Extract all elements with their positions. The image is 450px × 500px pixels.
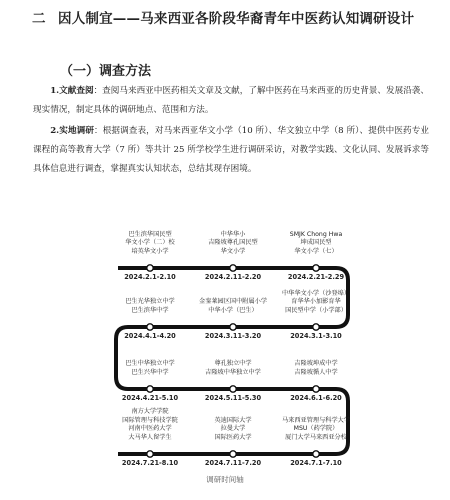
timeline-dot	[230, 386, 236, 392]
timeline-event-line: MSU（药学院）	[293, 425, 339, 433]
timeline-event-line: 中华华小	[220, 230, 246, 238]
timeline-event-line: 吉隆坡坤成中学	[294, 360, 338, 368]
paragraph-text: ：根据调查表，对马来西亚华文小学（10 所）、华文独立中学（8 所）、提供中医药专业课程的高等教育大学（7 所）等共计 25 所学校学生进行调研采访，对教学实践、文化认同、发展诉求等具体信息进行调查，掌握真实认知状态，总结其现存困境。	[33, 126, 429, 174]
timeline-event-date: 2024.7.1-7.10	[290, 459, 342, 467]
timeline-event-line: 河南中医药大学	[128, 425, 172, 433]
paragraph-label: 2.实地调研	[50, 126, 95, 136]
timeline-event-date: 2024.7.11-7.20	[204, 459, 262, 467]
timeline-event-line: 大马华人留学生	[128, 433, 172, 441]
timeline-event-line: 育华华小加影育华	[291, 298, 341, 306]
timeline-event-date: 2024.2.1-2.10	[124, 273, 176, 281]
timeline-event-date: 2024.7.21-8.10	[121, 459, 179, 467]
timeline-dot	[230, 451, 236, 457]
timeline-event-line: 中华华文小学（沙登埠）	[281, 289, 351, 297]
timeline-dot	[147, 265, 153, 271]
timeline-event-line: 华文小学（二）校	[125, 239, 175, 247]
timeline-event-line: 吉隆坡循人中学	[294, 368, 338, 376]
timeline-event-line: 华文小学	[220, 247, 246, 255]
timeline-event-line: 巴生滨华中学	[131, 306, 169, 314]
paragraph-label: 1.文献查阅	[50, 86, 94, 96]
timeline-dot	[147, 324, 153, 330]
timeline-dot	[230, 324, 236, 330]
timeline-event-line: 巴生滨华国民型	[128, 230, 172, 238]
paragraph-literature-review	[33, 82, 429, 120]
timeline-event-date: 2024.5.11-5.30	[204, 394, 262, 402]
section-title: 因人制宜——马来西亚各阶段华裔青年中医药认知调研设计	[58, 11, 415, 27]
timeline-event-date: 2024.3.1-3.10	[290, 332, 342, 340]
timeline-event-date: 2024.6.1-6.20	[290, 394, 342, 402]
timeline-event-line: 国际医药大学	[214, 433, 252, 441]
timeline-event-label	[95, 298, 205, 315]
timeline-event-line: 尊孔独立中学	[214, 360, 252, 368]
timeline-event-line: 金銮莱园区国中附属小学	[198, 298, 268, 306]
timeline-dot	[313, 265, 319, 271]
timeline-event-line: 拉曼大学	[220, 425, 246, 433]
timeline-dot	[147, 386, 153, 392]
timeline-event-line: 坤成国民型	[300, 239, 332, 247]
timeline-event-line: SMJK Chong Hwa	[289, 230, 343, 238]
timeline-event-line: 吉隆坡中华独立中学	[205, 368, 261, 376]
timeline-event-line: 国际管理与科技学院	[122, 416, 178, 424]
timeline-event-date: 2024.2.21-2.29	[287, 273, 345, 281]
paragraph-text: ：查阅马来西亚中医药相关文章及文献，了解中医药在马来西亚的历史背景、发展沿袭、现实情况，制定具体的调研地点、范围和方法。	[33, 86, 429, 115]
timeline-event-date: 2024.3.11-3.20	[204, 332, 262, 340]
timeline-event-line: 马来西亚管理与科学大学	[281, 416, 351, 424]
timeline-event-line: 中华小学（巴生）	[208, 306, 258, 314]
timeline-dot	[230, 265, 236, 271]
timeline-caption: 调研时间轴	[206, 475, 244, 484]
timeline-dot	[313, 386, 319, 392]
section-heading	[32, 9, 432, 30]
timeline-event-date: 2024.4.1-4.20	[124, 332, 176, 340]
timeline-event-line: 南方大学学院	[131, 408, 169, 416]
section-number: 二	[32, 11, 46, 27]
timeline-event-label	[95, 408, 205, 442]
timeline-event-line: 巴生光华独立中学	[125, 298, 175, 306]
timeline-dot	[313, 324, 319, 330]
timeline-event-date: 2024.4.21-5.10	[121, 394, 179, 402]
subsection-heading: （一）调查方法	[60, 64, 152, 79]
timeline-event-line: 英迪国际大学	[214, 416, 252, 424]
timeline-dot	[313, 451, 319, 457]
timeline-event-label	[261, 360, 371, 377]
timeline-event-line: 厦门大学马来西亚分校	[285, 433, 347, 441]
paragraph-field-research	[33, 122, 429, 179]
timeline-event-line: 华文小学（七）	[294, 247, 338, 255]
timeline-event-line: 国民型中学（小学部）	[285, 306, 347, 314]
timeline-event-label	[261, 231, 371, 256]
timeline-event-line: 吉隆坡尊孔国民型	[208, 239, 258, 247]
timeline-event-line: 巴生兴华中学	[131, 368, 169, 376]
timeline-event-date: 2024.2.11-2.20	[204, 273, 262, 281]
timeline-dot	[147, 451, 153, 457]
timeline-event-line: 培英华文小学	[131, 247, 169, 255]
timeline-event-line: 巴生中华独立中学	[125, 360, 175, 368]
